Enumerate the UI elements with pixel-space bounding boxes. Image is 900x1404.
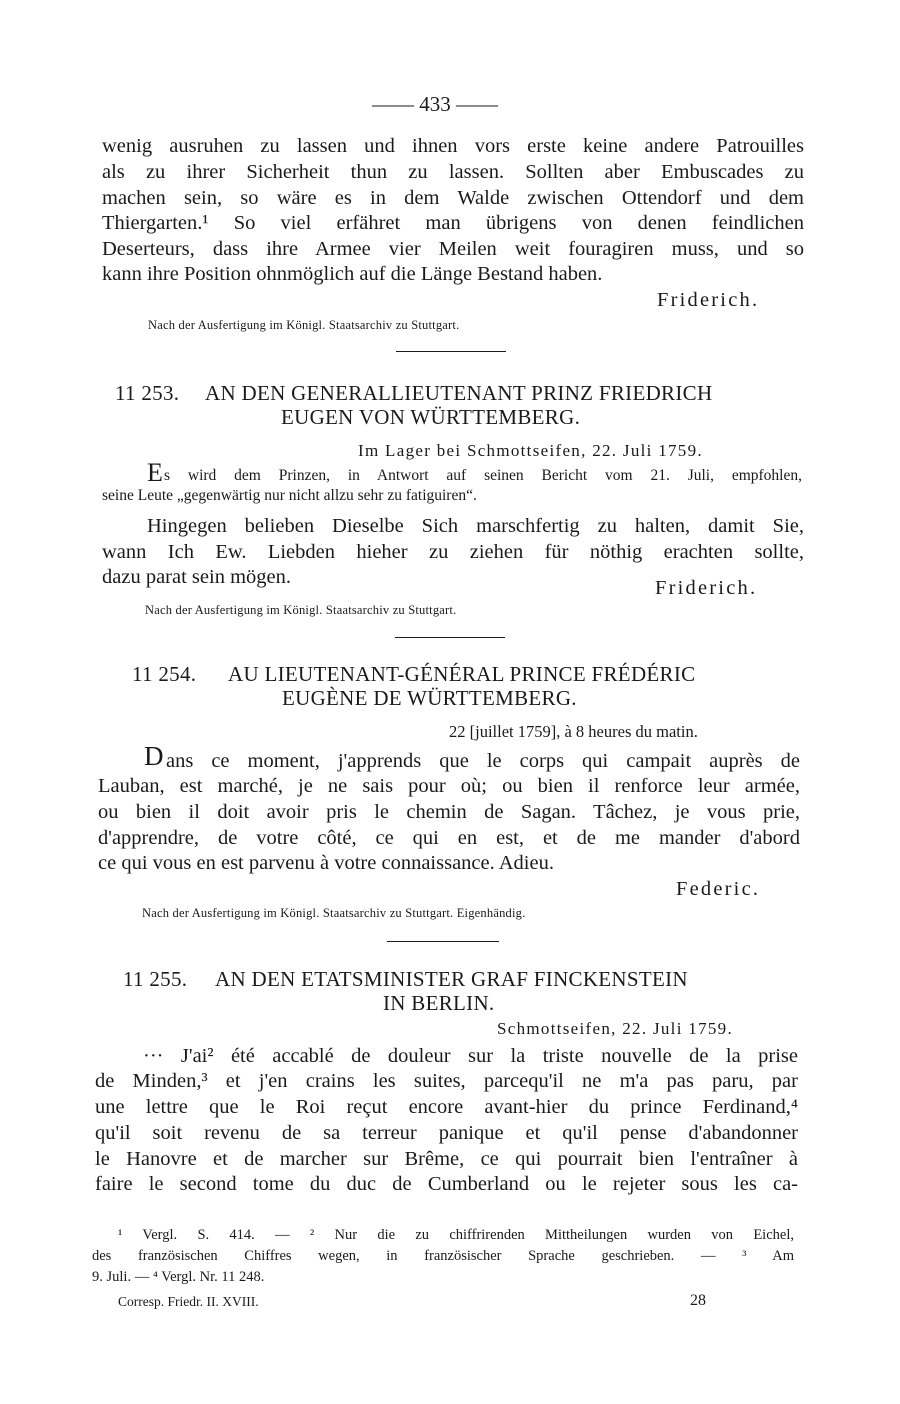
letter-body-line: ou bien il doit avoir pris le chemin de Sagan. Tâchez, je vous prie, [98, 801, 800, 823]
section-divider [396, 351, 506, 352]
summary-line: seine Leute „gegenwärtig nur nicht allzu sehr zu fatiguiren“. [102, 487, 477, 504]
letter-heading: IN BERLIN. [383, 991, 495, 1015]
letter-body-line: qu'il soit revenu de sa terreur panique et qu'il pense d'abandonner [95, 1122, 798, 1144]
letter-body-line: ··· J'ai² été accablé de douleur sur la triste nouvelle de la prise [143, 1045, 798, 1067]
footnote-line: des französischen Chiffres wegen, in französischer Sprache geschrieben. — ³ Am [92, 1248, 794, 1264]
signature: Friderich. [657, 289, 760, 311]
letter-body-line: une lettre que le Roi reçut encore avant-hier du prince Ferdinand,⁴ [95, 1096, 798, 1118]
signature: Friderich. [655, 577, 758, 599]
section-divider [387, 941, 499, 942]
letter-body-line: wann Ich Ew. Liebden hieher zu ziehen für nöthig erachten sollte, [102, 541, 804, 563]
letter-number: 11 255. [123, 967, 188, 991]
intro-line: wenig ausruhen zu lassen und ihnen vors erste keine andere Patrouilles [102, 135, 804, 157]
place-date: Im Lager bei Schmottseifen, 22. Juli 1759. [358, 441, 703, 460]
letter-body-line: de Minden,³ et j'en crains les suites, parcequ'il ne m'a pas paru, par [95, 1070, 798, 1092]
section-divider [395, 637, 505, 638]
page-number-header: —— 433 —— [372, 92, 498, 116]
letter-heading: AU LIEUTENANT-GÉNÉRAL PRINCE FRÉDÉRIC [228, 662, 696, 686]
letter-body-line: ans ce moment, j'apprends que le corps qui campait auprès de [166, 750, 800, 772]
letter-body-line: ce qui vous en est parvenu à votre connaissance. Adieu. [98, 852, 554, 874]
sheet-number: 28 [690, 1292, 706, 1309]
letter-body-line: le Hanovre et de marcher sur Brême, ce qui pourrait bien l'entraîner à [95, 1148, 798, 1170]
dropcap: D [144, 741, 164, 771]
letter-number: 11 253. [115, 381, 180, 405]
letter-body-line: d'apprendre, de votre côté, ce qui en est, et de me mander d'abord [98, 827, 800, 849]
letter-body-line: Lauban, est marché, je ne sais pour où; ou bien il renforce leur armée, [98, 775, 800, 797]
intro-line: als zu ihrer Sicherheit thun zu lassen. Sollten aber Embuscades zu [102, 161, 804, 183]
letter-heading: EUGÈNE DE WÜRTTEMBERG. [282, 686, 577, 710]
letter-heading: AN DEN ETATSMINISTER GRAF FINCKENSTEIN [215, 967, 688, 991]
letter-number: 11 254. [132, 662, 197, 686]
intro-line: machen sein, so wäre es in dem Walde zwischen Ottendorf und dem [102, 187, 804, 209]
summary-line: s wird dem Prinzen, in Antwort auf seinen Bericht vom 21. Juli, empfohlen, [164, 467, 802, 484]
letter-heading: EUGEN VON WÜRTTEMBERG. [281, 405, 581, 429]
letter-body-line: faire le second tome du duc de Cumberland ou le rejeter sous les ca- [95, 1173, 798, 1195]
archive-source-note: Nach der Ausfertigung im Königl. Staatsarchiv zu Stuttgart. [145, 603, 457, 617]
intro-line: Deserteurs, dass ihre Armee vier Meilen weit fouragiren muss, und so [102, 238, 804, 260]
intro-line: kann ihre Position ohnmöglich auf die Länge Bestand haben. [102, 263, 603, 285]
dropcap: E [147, 458, 163, 487]
place-date: 22 [juillet 1759], à 8 heures du matin. [449, 722, 698, 741]
footnote-line: ¹ Vergl. S. 414. — ² Nur die zu chiffrirenden Mittheilungen wurden von Eichel, [118, 1227, 794, 1243]
archive-source-note: Nach der Ausfertigung im Königl. Staatsarchiv zu Stuttgart. [148, 318, 460, 332]
letter-body-line: dazu parat sein mögen. [102, 566, 291, 588]
archive-source-note: Nach der Ausfertigung im Königl. Staatsarchiv zu Stuttgart. Eigenhändig. [142, 906, 526, 920]
letter-body-line: Hingegen belieben Dieselbe Sich marschfertig zu halten, damit Sie, [147, 515, 804, 537]
letter-heading: AN DEN GENERALLIEUTENANT PRINZ FRIEDRICH [205, 381, 713, 405]
volume-signature: Corresp. Friedr. II. XVIII. [118, 1294, 259, 1309]
intro-line: Thiergarten.¹ So viel erfähret man übrigens von denen feindlichen [102, 212, 804, 234]
signature: Federic. [676, 878, 761, 900]
place-date: Schmottseifen, 22. Juli 1759. [497, 1019, 734, 1038]
footnote-line: 9. Juli. — ⁴ Vergl. Nr. 11 248. [92, 1269, 265, 1285]
